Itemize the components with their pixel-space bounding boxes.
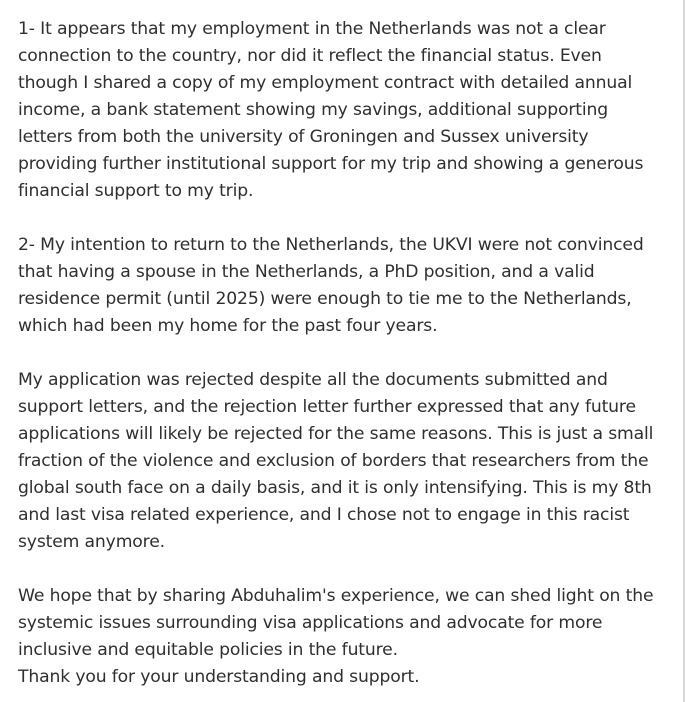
paragraph-employment: 1- It appears that my employment in the Netherlands was not a clear connection to the country, nor did it reflect the financial status. Even though I shared a copy of my employment contract with detailed annual income, a bank statement showing my savings, additional supporting letters from both the university of Groningen and Sussex university providing further institutional support for my trip and showing a generous financial support to my trip.: [18, 19, 644, 201]
paragraph-thanks: Thank you for your understanding and support.: [18, 667, 420, 687]
paragraph-hope: We hope that by sharing Abduhalim's experience, we can shed light on the systemic issues surrounding visa applications and advocate for more inclusive and equitable policies in the future.: [18, 586, 654, 660]
paragraph-intention-to-return: 2- My intention to return to the Netherlands, the UKVI were not convinced that having a spouse in the Netherlands, a PhD position, and a valid residence permit (until 2025) were enough to tie me to the Netherlands, which had been my home for the past four years.: [18, 235, 644, 336]
post-body: [18, 16, 658, 691]
paragraph-rejection: My application was rejected despite all the documents submitted and support letters, and the rejection letter further expressed that any future applications will likely be rejected for the same reasons. This is just a small fraction of the violence and exclusion of borders that researchers from the global south face on a daily basis, and it is only intensifying. This is my 8th and last visa related experience, and I chose not to engage in this racist system anymore.: [18, 370, 654, 552]
